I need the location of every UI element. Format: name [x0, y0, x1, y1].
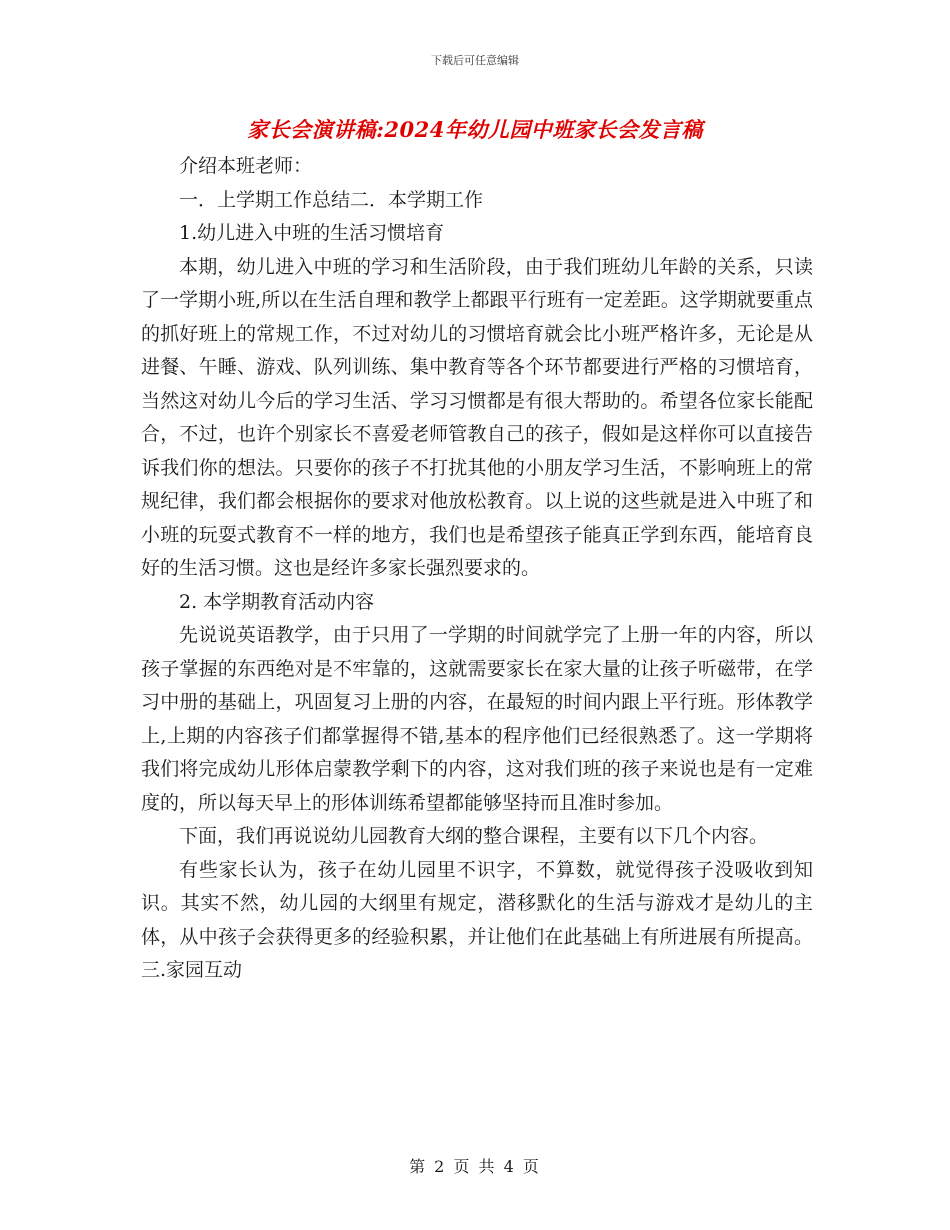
paragraph-teacher-intro: 介绍本班老师： [179, 155, 313, 177]
paragraph-curriculum: 下面，我们再说说幼儿园教育大纲的整合课程，主要有以下几个内容。 [179, 825, 769, 847]
paragraph-heading-habits: 1.幼儿进入中班的生活习惯培育 [179, 222, 445, 244]
header-note: 下载后可任意编辑 [431, 54, 519, 67]
paragraph-habits: 本期，幼儿进入中班的学习和生活阶段，由于我们班幼儿年龄的关系，只读了一学期小班,所以在生活自理和教学上都跟平行班有一定差距。这学期就要重点的抓好班上的常规工作，不过对幼儿的习惯培育就会比小班严格许多，无论是从进餐、午睡、游戏、队列训练、集中教育等各个环节都要进行严格的习惯培育，当然这对幼儿今后的学习生活、学习习惯都是有很大帮助的。希望各位家长能配合，不过，也许个别家长不喜爱老师管教自己的孩子，假如是这样你可以直接告诉我们你的想法。只要你的孩子不打扰其他的小朋友学习生活，不影响班上的常规纪律，我们都会根据你的要求对他放松教育。以上说的这些就是进入中班了和小班的玩耍式教育不一样的地方，我们也是希望孩子能真正学到东西，能培育良好的生活习惯。这也是经许多家长强烈要求的。 [141, 255, 813, 579]
page-footer: 第 2 页 共 4 页 [409, 1157, 541, 1176]
paragraph-heading-activities: 2. 本学期教育活动内容 [179, 590, 375, 613]
paragraph-knowledge: 有些家长认为，孩子在幼儿园里不识字，不算数，就觉得孩子没吸收到知识。其实不然，幼儿园的大纲里有规定，潜移默化的生活与游戏才是幼儿的主体，从中孩子会获得更多的经验积累，并让他们在此基础上有所进展有所提高。三.家园互动 [141, 858, 813, 981]
paragraph-english: 先说说英语教学，由于只用了一学期的时间就学完了上册一年的内容，所以孩子掌握的东西绝对是不牢靠的，这就需要家长在家大量的让孩子听磁带，在学习中册的基础上，巩固复习上册的内容，在最短的时间内跟上平行班。形体教学上,上期的内容孩子们都掌握得不错,基本的程序他们已经很熟悉了。这一学期将我们将完成幼儿形体启蒙教学剩下的内容，这对我们班的孩子来说也是有一定难度的，所以每天早上的形体训练希望都能够坚持而且准时参加。 [141, 624, 813, 814]
document-body [141, 150, 813, 988]
document-title: 家长会演讲稿:2024年幼儿园中班家长会发言稿 [247, 117, 703, 142]
paragraph-outline: 一．上学期工作总结二．本学期工作 [179, 188, 484, 211]
